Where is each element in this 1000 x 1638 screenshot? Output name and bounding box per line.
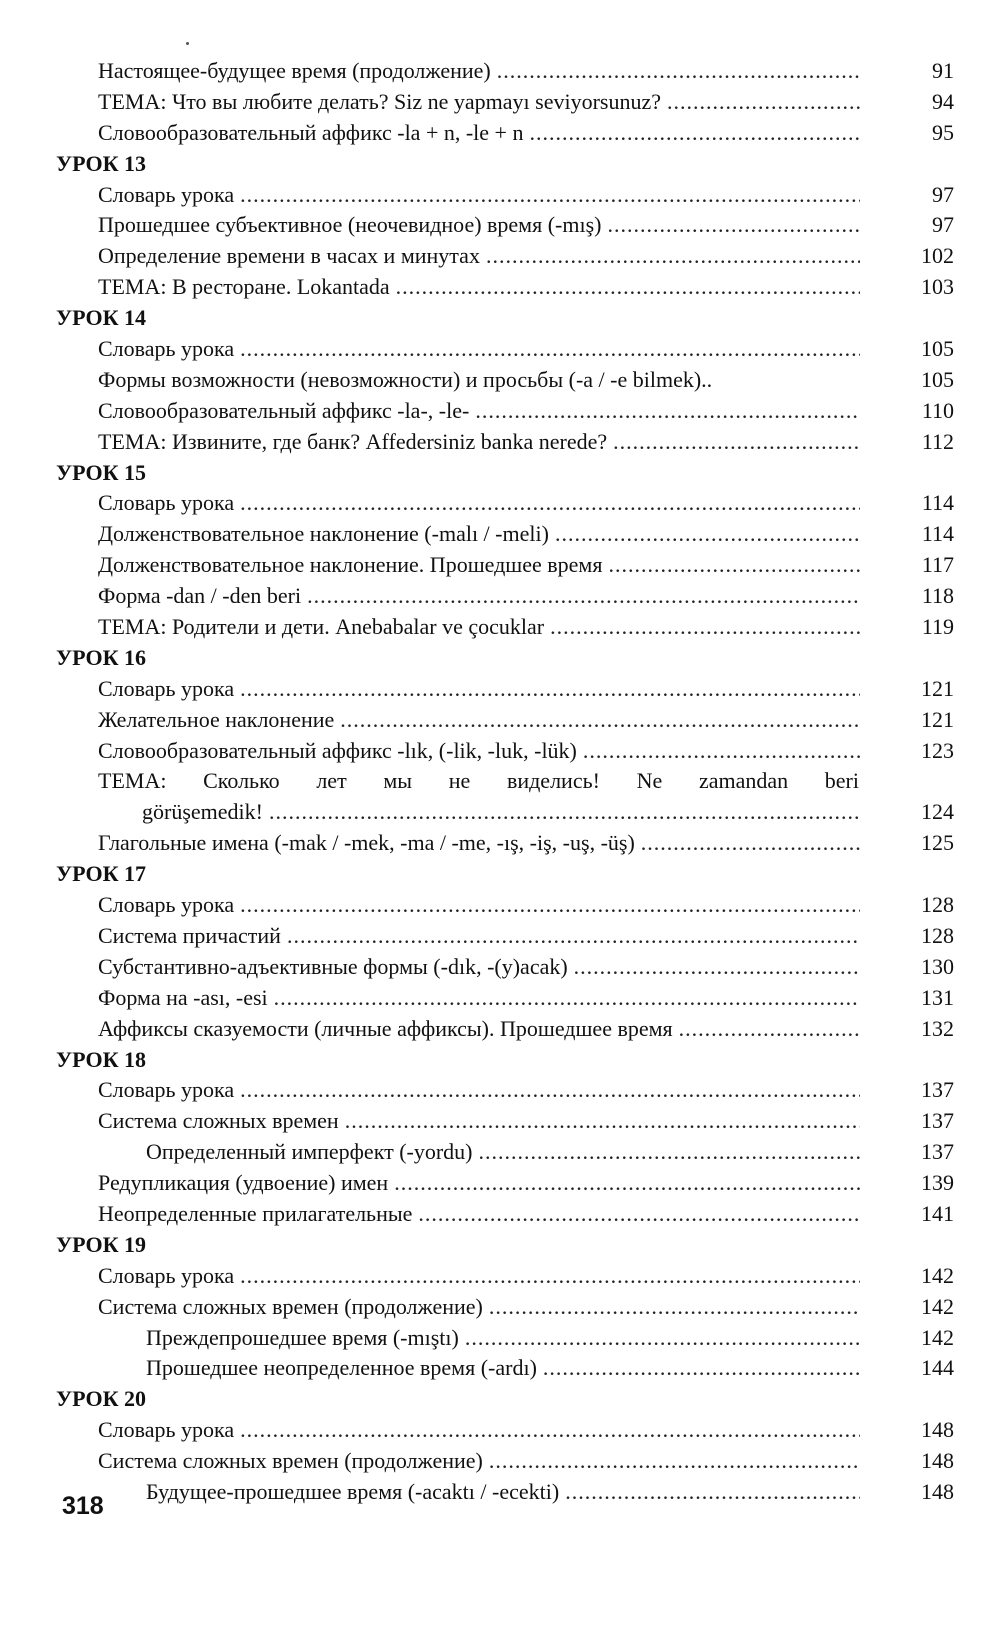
- lesson-heading: [0, 303, 1000, 334]
- toc-entry: [0, 550, 1000, 581]
- toc-entry: [0, 952, 1000, 983]
- dot-leader: [679, 1014, 860, 1045]
- lesson-heading-title: УРОК 18: [56, 1046, 147, 1072]
- toc-entry-title: Формы возможности (невозможности) и просьбы (-a / -e bilmek)..: [98, 366, 713, 392]
- toc-entry: [0, 674, 1000, 705]
- lesson-heading: [0, 859, 1000, 890]
- dot-leader: [274, 983, 860, 1014]
- toc-entry: [0, 334, 1000, 365]
- dot-leader: [529, 118, 860, 149]
- dot-leader: [608, 210, 861, 241]
- toc-entry-page: 137: [921, 1077, 954, 1103]
- toc-entry-title: Глагольные имена (-mak / -mek, -ma / -me, -ış, -iş, -uş, -üş): [98, 830, 635, 856]
- toc-entry-title: Долженствовательное наклонение. Прошедшее время: [98, 552, 603, 578]
- lesson-heading: [0, 1230, 1000, 1261]
- toc-entry-page: 124: [921, 799, 954, 825]
- toc-entry-page: 125: [921, 830, 954, 856]
- toc-entry-page: 128: [921, 922, 954, 948]
- dot-leader: [583, 736, 860, 767]
- dot-leader: [418, 1199, 860, 1230]
- lesson-heading-title: УРОК 19: [56, 1231, 147, 1257]
- toc-entry-title: Словарь урока: [98, 181, 235, 207]
- toc-entry-page: 95: [932, 119, 954, 145]
- toc-entry: [0, 736, 1000, 767]
- toc-entry-page: 148: [921, 1478, 954, 1504]
- lesson-heading: [0, 458, 1000, 489]
- toc-entry: [0, 766, 1000, 797]
- toc-entry: [0, 1075, 1000, 1106]
- toc-entry-title: Форма -dan / -den beri: [98, 583, 302, 609]
- dot-leader: [240, 674, 860, 705]
- toc-entry: [0, 828, 1000, 859]
- toc-entry-page: 97: [932, 181, 954, 207]
- dot-leader: [240, 488, 860, 519]
- dot-leader: [565, 1477, 860, 1508]
- toc-entry: [0, 241, 1000, 272]
- toc-entry-title: ТЕМА: Что вы любите делать? Siz ne yapmayı seviyorsunuz?: [98, 88, 662, 114]
- toc-entry: [0, 1014, 1000, 1045]
- dot-leader: [489, 1446, 860, 1477]
- toc-entry-page: 117: [921, 552, 954, 578]
- toc-entry-page: 91: [932, 58, 954, 83]
- dot-leader: [555, 519, 860, 550]
- dot-leader: [240, 890, 860, 921]
- toc-entry: [0, 1415, 1000, 1446]
- toc-entry: [0, 1199, 1000, 1230]
- toc-entry: [0, 210, 1000, 241]
- toc-entry-title: Словарь урока: [98, 1417, 235, 1443]
- toc-entry-page: 123: [921, 737, 954, 763]
- dot-leader: [613, 427, 860, 458]
- toc-entry: [0, 1323, 1000, 1354]
- toc-entry-page: 148: [921, 1417, 954, 1443]
- toc-entry-title: Форма на -ası, -esi: [98, 984, 268, 1010]
- toc-entry-page: 97: [932, 212, 954, 238]
- dot-leader: [345, 1106, 860, 1137]
- lesson-heading: [0, 643, 1000, 674]
- dot-leader: [465, 1323, 860, 1354]
- toc-entry: [0, 396, 1000, 427]
- toc-entry: [0, 56, 1000, 87]
- toc-entry-page: 94: [932, 88, 954, 114]
- toc-entry-title: Настоящее-будущее время (продолжение): [98, 58, 491, 83]
- toc-entry-page: 144: [921, 1355, 954, 1381]
- dot-leader: [543, 1353, 860, 1384]
- dot-leader: [396, 272, 860, 303]
- toc-entry: [0, 87, 1000, 118]
- dot-leader: [550, 612, 860, 643]
- scan-speck: [186, 42, 189, 45]
- dot-leader: [240, 334, 860, 365]
- dot-leader: [240, 180, 860, 211]
- toc-entry-page: 114: [921, 490, 954, 516]
- dot-leader: [240, 1261, 860, 1292]
- toc-entry-page: 128: [921, 892, 954, 918]
- toc-entry-title: Словарь урока: [98, 675, 235, 701]
- toc-entry: [0, 180, 1000, 211]
- toc-entry-page: 105: [921, 366, 954, 392]
- toc-entry-title: Словарь урока: [98, 336, 235, 362]
- toc-entry-title: Долженствовательное наклонение (-malı / -meli): [98, 521, 549, 547]
- lesson-heading-title: УРОК 15: [56, 459, 147, 485]
- toc-entry-title: ТЕМА: В ресторане. Lokantada: [98, 274, 390, 300]
- toc-entry-page: 137: [921, 1139, 954, 1165]
- toc-entry-title: Аффиксы сказуемости (личные аффиксы). Прошедшее время: [98, 1015, 673, 1041]
- toc-entry-page: 119: [921, 614, 954, 640]
- toc-entry: [0, 427, 1000, 458]
- toc-entry: [0, 488, 1000, 519]
- dot-leader: [497, 56, 860, 87]
- toc-entry: [0, 1137, 1000, 1168]
- toc-entry-title: ТЕМА: Сколько лет мы не виделись! Ne zamandan beri: [98, 768, 859, 794]
- toc-entry-page: 130: [921, 953, 954, 979]
- toc-entry: [0, 1353, 1000, 1384]
- toc-entry: [0, 705, 1000, 736]
- toc-entry-title: görüşemedik!: [142, 799, 263, 825]
- lesson-heading: [0, 149, 1000, 180]
- toc-entry-title: Определение времени в часах и минутах: [98, 243, 480, 269]
- toc-entry-page: 114: [921, 521, 954, 547]
- toc-entry-page: 139: [921, 1170, 954, 1196]
- dot-leader: [475, 396, 860, 427]
- toc-entry: [0, 1477, 1000, 1508]
- dot-leader: [486, 241, 860, 272]
- toc-entry-page: 137: [921, 1108, 954, 1134]
- toc-entry-title: Система сложных времен: [98, 1108, 339, 1134]
- toc-entry-page: 142: [921, 1324, 954, 1350]
- lesson-heading-title: УРОК 14: [56, 305, 147, 331]
- toc-entry: [0, 1106, 1000, 1137]
- toc-entry-title: Определенный имперфект (-yordu): [146, 1139, 473, 1165]
- toc-entry-page: 118: [921, 583, 954, 609]
- toc-entry-title: Словарь урока: [98, 1077, 235, 1103]
- toc-entry-title: Система сложных времен (продолжение): [98, 1293, 483, 1319]
- toc-entry: [0, 1446, 1000, 1477]
- toc-entry: [0, 365, 1000, 396]
- toc-entry: [0, 519, 1000, 550]
- dot-leader: [608, 550, 860, 581]
- dot-leader: [307, 581, 860, 612]
- toc-entry-page: 142: [921, 1262, 954, 1288]
- toc-entry-page: 105: [921, 336, 954, 362]
- dot-leader: [574, 952, 860, 983]
- toc-entry-page: 141: [921, 1200, 954, 1226]
- dot-leader: [489, 1292, 860, 1323]
- dot-leader: [240, 1415, 860, 1446]
- dot-leader: [394, 1168, 860, 1199]
- dot-leader: [340, 705, 860, 736]
- toc-entry-title: Словообразовательный аффикс -lık, (-lik, -luk, -lük): [98, 737, 577, 763]
- toc-entry: [0, 921, 1000, 952]
- page-number: 318: [62, 1492, 104, 1520]
- toc-entry: [0, 1168, 1000, 1199]
- toc-entry-title: Прошедшее субъективное (неочевидное) время (-mış): [98, 212, 602, 238]
- toc-entry: [0, 118, 1000, 149]
- toc-entry-page: 142: [921, 1293, 954, 1319]
- lesson-heading-title: УРОК 20: [56, 1386, 147, 1412]
- toc-entry-page: 121: [921, 675, 954, 701]
- dot-leader: [287, 921, 860, 952]
- dot-leader: [269, 797, 860, 828]
- toc-entry-page: 148: [921, 1448, 954, 1474]
- toc-entry-title: Будущее-прошедшее время (-acaktı / -ecekti): [146, 1478, 560, 1504]
- toc-entry-title: Преждепрошедшее время (-mıştı): [146, 1324, 459, 1350]
- toc-entry-page: 121: [921, 706, 954, 732]
- toc-entry-title: Словарь урока: [98, 490, 235, 516]
- table-of-contents: [0, 56, 1000, 1508]
- toc-entry: [0, 1292, 1000, 1323]
- toc-entry-title: Редупликация (удвоение) имен: [98, 1170, 389, 1196]
- lesson-heading: [0, 1384, 1000, 1415]
- toc-entry-title: Система сложных времен (продолжение): [98, 1448, 483, 1474]
- lesson-heading-title: УРОК 13: [56, 150, 147, 176]
- toc-entry-page: 112: [921, 428, 954, 454]
- toc-entry-title: Словарь урока: [98, 892, 235, 918]
- dot-leader: [240, 1075, 860, 1106]
- dot-leader: [641, 828, 860, 859]
- dot-leader: [667, 87, 860, 118]
- toc-entry-page: 132: [921, 1015, 954, 1041]
- toc-entry-title: Словообразовательный аффикс -la + n, -le + n: [98, 119, 524, 145]
- toc-entry-title: Словарь урока: [98, 1262, 235, 1288]
- dot-leader: [479, 1137, 860, 1168]
- toc-entry-title: Прошедшее неопределенное время (-ardı): [146, 1355, 537, 1381]
- toc-entry-page: 110: [921, 397, 954, 423]
- toc-entry-page: 103: [921, 274, 954, 300]
- lesson-heading-title: УРОК 16: [56, 644, 147, 670]
- toc-entry-title: Система причастий: [98, 922, 281, 948]
- toc-entry-title: Субстантивно-адъективные формы (-dık, -(y)acak): [98, 953, 568, 979]
- toc-entry: [0, 612, 1000, 643]
- toc-entry-page: 102: [921, 243, 954, 269]
- toc-entry-page: 131: [921, 984, 954, 1010]
- lesson-heading: [0, 1045, 1000, 1076]
- lesson-heading-title: УРОК 17: [56, 861, 147, 887]
- toc-entry: [0, 983, 1000, 1014]
- toc-entry-title: Словообразовательный аффикс -la-, -le-: [98, 397, 470, 423]
- toc-entry: [0, 581, 1000, 612]
- toc-entry-title: Неопределенные прилагательные: [98, 1200, 413, 1226]
- toc-entry: [0, 272, 1000, 303]
- toc-entry: [0, 890, 1000, 921]
- toc-entry: [0, 797, 1000, 828]
- toc-entry-title: ТЕМА: Родители и дети. Anebabalar ve çocuklar: [98, 614, 545, 640]
- toc-entry-title: Желательное наклонение: [98, 706, 335, 732]
- toc-entry: [0, 1261, 1000, 1292]
- toc-entry-title: ТЕМА: Извините, где банк? Affedersiniz banka nerede?: [98, 428, 608, 454]
